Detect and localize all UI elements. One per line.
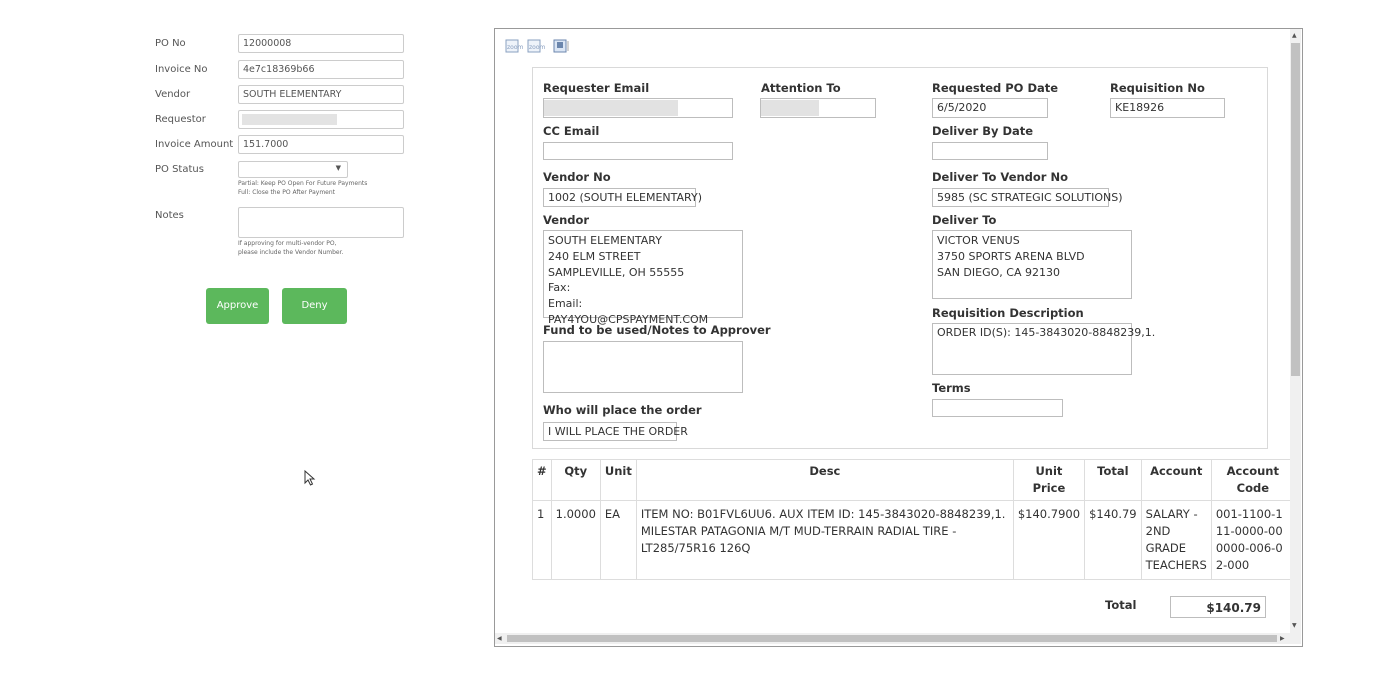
deliver-to-address-box[interactable] xyxy=(932,230,1132,299)
deliver-to-line: SAN DIEGO, CA 92130 xyxy=(937,265,1060,279)
po-status-help-full: Full: Close the PO After Payment xyxy=(238,189,336,196)
cell-desc: ITEM NO: B01FVL6UU6. AUX ITEM ID: 145-3843020-8848239,1. MILESTAR PATAGONIA M/T MUD-TERRAIN RADIAL TIRE - LT285/75R16 126Q xyxy=(636,501,1013,580)
vendor-field[interactable]: SOUTH ELEMENTARY xyxy=(238,85,404,104)
cell-total: $140.79 xyxy=(1085,501,1142,580)
requester-email-field[interactable] xyxy=(543,98,733,118)
vendor-line: SOUTH ELEMENTARY xyxy=(548,234,662,247)
deliver-to-line: 3750 SPORTS ARENA BLVD xyxy=(937,249,1085,263)
po-no-label: PO No xyxy=(155,38,186,49)
vendor-no-label: Vendor No xyxy=(543,170,611,184)
cell-number: 1 xyxy=(533,501,552,580)
deliver-to-vendor-no-label: Deliver To Vendor No xyxy=(932,170,1069,184)
deliver-to-vendor-no-field[interactable]: 5985 (SC STRATEGIC SOLUTIONS) xyxy=(932,188,1109,207)
terms-label: Terms xyxy=(932,381,971,395)
redacted-block xyxy=(242,114,337,125)
col-header-unit: Unit xyxy=(600,460,636,501)
po-status-select[interactable] xyxy=(238,161,348,178)
redacted-block xyxy=(761,100,819,116)
vertical-scrollbar[interactable] xyxy=(1290,29,1301,644)
requested-po-date-field[interactable]: 6/5/2020 xyxy=(932,98,1048,118)
attention-to-field[interactable] xyxy=(760,98,876,118)
deliver-by-date-field[interactable] xyxy=(932,142,1048,160)
terms-field[interactable] xyxy=(932,399,1063,417)
horizontal-scroll-thumb[interactable] xyxy=(507,635,1277,642)
deny-button[interactable]: Deny xyxy=(282,288,347,324)
mouse-cursor-icon xyxy=(304,470,316,487)
chevron-down-icon: ▼ xyxy=(335,164,341,172)
grand-total-label: Total xyxy=(1105,598,1137,612)
who-will-place-order-field[interactable]: I WILL PLACE THE ORDER xyxy=(543,422,677,441)
svg-text:zoom: zoom xyxy=(507,44,524,51)
invoice-no-field[interactable]: 4e7c18369b66 xyxy=(238,60,404,79)
vendor-label: Vendor xyxy=(543,213,590,227)
requisition-description-field[interactable]: ORDER ID(S): 145-3843020-8848239,1. xyxy=(932,323,1132,375)
requestor-label: Requestor xyxy=(155,114,206,125)
notes-help-1: If approving for multi-vendor PO, xyxy=(238,240,337,247)
po-status-label: PO Status xyxy=(155,164,204,175)
requestor-field[interactable] xyxy=(238,110,404,129)
redacted-block xyxy=(544,100,678,116)
scroll-down-icon[interactable]: ▼ xyxy=(1292,622,1297,629)
po-no-field[interactable]: 12000008 xyxy=(238,34,404,53)
vendor-label: Vendor xyxy=(155,89,191,100)
po-status-help-partial: Partial: Keep PO Open For Future Payments xyxy=(238,180,368,187)
cell-qty: 1.0000 xyxy=(551,501,600,580)
vendor-line: SAMPLEVILLE, OH 55555 xyxy=(548,265,685,279)
col-header-number: # xyxy=(533,460,552,501)
who-will-place-order-label: Who will place the order xyxy=(543,403,702,417)
notes-field[interactable] xyxy=(238,207,404,238)
fund-notes-label: Fund to be used/Notes to Approver xyxy=(543,323,771,337)
approve-button[interactable]: Approve xyxy=(206,288,269,324)
table-header-row xyxy=(533,460,1295,501)
invoice-no-label: Invoice No xyxy=(155,64,208,75)
col-header-qty: Qty xyxy=(551,460,600,501)
vendor-line: Fax: xyxy=(548,281,571,295)
requisition-description-label: Requisition Description xyxy=(932,306,1084,320)
cell-unit: EA xyxy=(600,501,636,580)
notes-label: Notes xyxy=(155,210,184,221)
requisition-no-label: Requisition No xyxy=(1110,81,1205,95)
attention-to-label: Attention To xyxy=(761,81,841,95)
cell-unit-price: $140.7900 xyxy=(1013,501,1084,580)
horizontal-scrollbar[interactable] xyxy=(495,633,1290,644)
vertical-scroll-thumb[interactable] xyxy=(1291,43,1300,376)
requester-email-label: Requester Email xyxy=(543,81,650,95)
scroll-up-icon[interactable]: ▲ xyxy=(1292,32,1297,39)
col-header-account-code: Account Code xyxy=(1211,460,1294,501)
deliver-to-line: VICTOR VENUS xyxy=(937,234,1020,247)
col-header-desc: Desc xyxy=(636,460,1013,501)
cc-email-label: CC Email xyxy=(543,124,600,138)
requisition-no-field[interactable]: KE18926 xyxy=(1110,98,1225,118)
vendor-line: Email: PAY4YOU@CPSPAYMENT.COM xyxy=(548,297,709,326)
invoice-amount-field[interactable]: 151.7000 xyxy=(238,135,404,154)
cell-account: SALARY - 2ND GRADE TEACHERS xyxy=(1141,501,1211,580)
vendor-address-box[interactable] xyxy=(543,230,743,326)
line-items-table xyxy=(532,459,1295,580)
col-header-unit-price: Unit Price xyxy=(1013,460,1084,501)
fund-notes-field[interactable] xyxy=(543,341,743,393)
vendor-line: 240 ELM STREET xyxy=(548,249,641,263)
col-header-total: Total xyxy=(1085,460,1142,501)
invoice-amount-label: Invoice Amount xyxy=(155,139,234,150)
cc-email-field[interactable] xyxy=(543,142,733,160)
scroll-right-icon[interactable]: ▶ xyxy=(1280,635,1285,642)
requested-po-date-label: Requested PO Date xyxy=(932,81,1059,95)
cell-account-code: 001-1100-111-0000-000000-006-02-000 xyxy=(1211,501,1294,580)
notes-help-2: please include the Vendor Number. xyxy=(238,249,344,256)
col-header-account: Account xyxy=(1141,460,1211,501)
deliver-to-label: Deliver To xyxy=(932,213,997,227)
scroll-left-icon[interactable]: ◀ xyxy=(497,635,502,642)
deliver-by-date-label: Deliver By Date xyxy=(932,124,1034,138)
grand-total-value: $140.79 xyxy=(1170,596,1266,618)
table-row xyxy=(533,501,1295,580)
vendor-no-field[interactable]: 1002 (SOUTH ELEMENTARY) xyxy=(543,188,696,207)
svg-text:zoom: zoom xyxy=(529,44,546,51)
